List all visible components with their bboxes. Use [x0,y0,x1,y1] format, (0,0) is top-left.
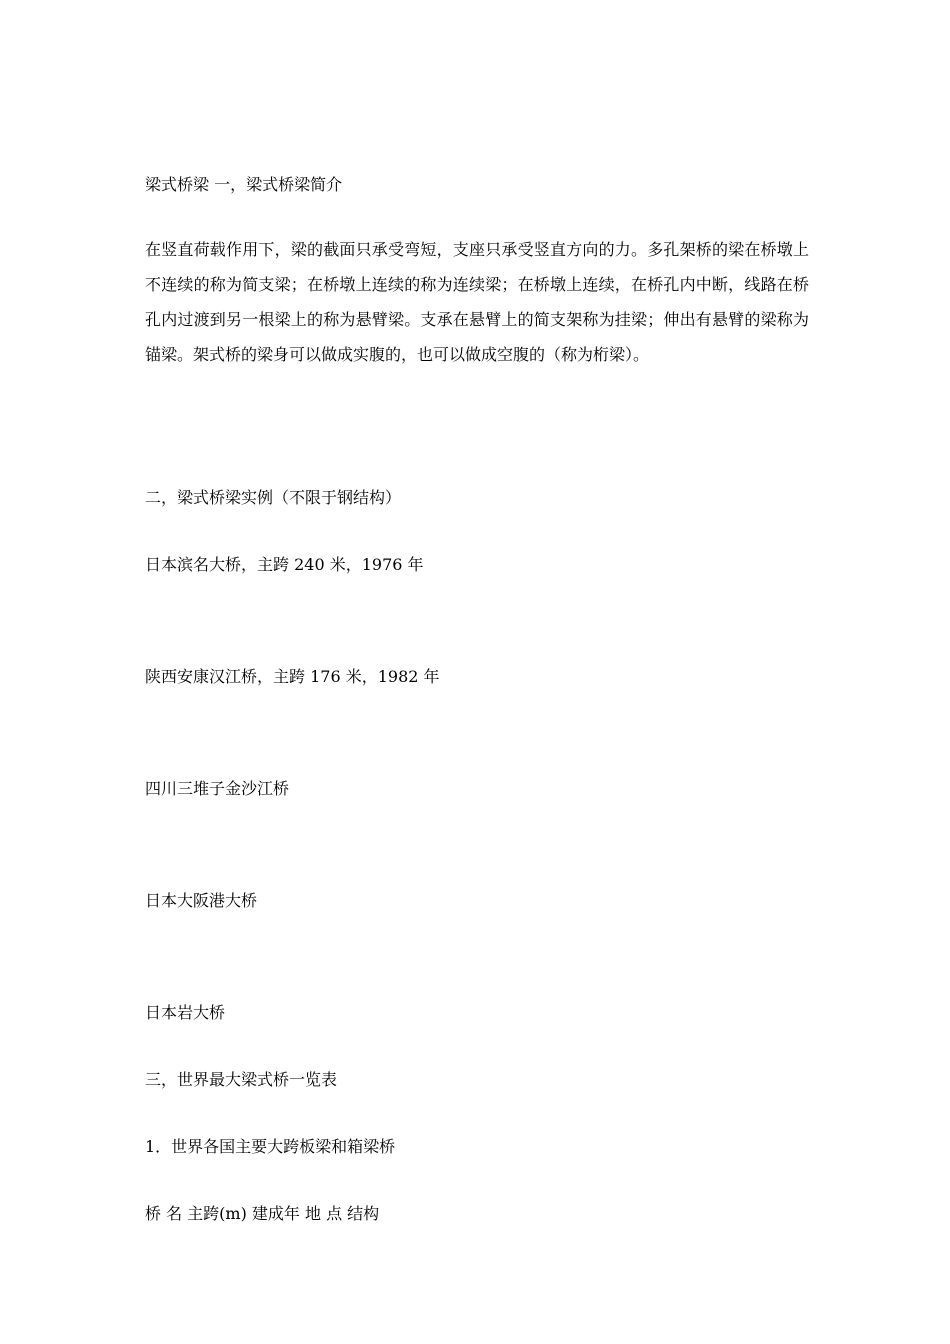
table-subheading: 1．世界各国主要大跨板梁和箱梁桥 [145,1137,396,1156]
section-heading-intro: 梁式桥梁 一，梁式桥梁简介 [145,175,343,194]
table-header-row: 桥 名 主跨(m) 建成年 地 点 结构 [145,1204,380,1223]
section-heading-table: 三，世界最大梁式桥一览表 [145,1070,338,1089]
example-item-2: 陕西安康汉江桥，主跨 176 米，1982 年 [145,667,440,686]
example-item-1: 日本滨名大桥，主跨 240 米，1976 年 [145,555,424,574]
example-item-3: 四川三堆子金沙江桥 [145,779,290,798]
example-item-4: 日本大阪港大桥 [145,891,258,910]
section-heading-examples: 二，梁式桥梁实例（不限于钢结构） [145,488,402,507]
intro-paragraph: 在竖直荷载作用下，梁的截面只承受弯短，支座只承受竖直方向的力。多孔架桥的梁在桥墩上不连续的称为简支梁；在桥墩上连续的称为连续梁；在桥墩上连续，在桥孔内中断，线路在桥孔内过渡到另一根梁上的称为悬臂梁。支承在悬臂上的简支架称为挂梁；伸出有悬臂的梁称为锚梁。架式桥的梁身可以做成实腹的，也可以做成空腹的（称为桁梁）。 [145,240,809,364]
example-item-5: 日本岩大桥 [145,1003,226,1022]
